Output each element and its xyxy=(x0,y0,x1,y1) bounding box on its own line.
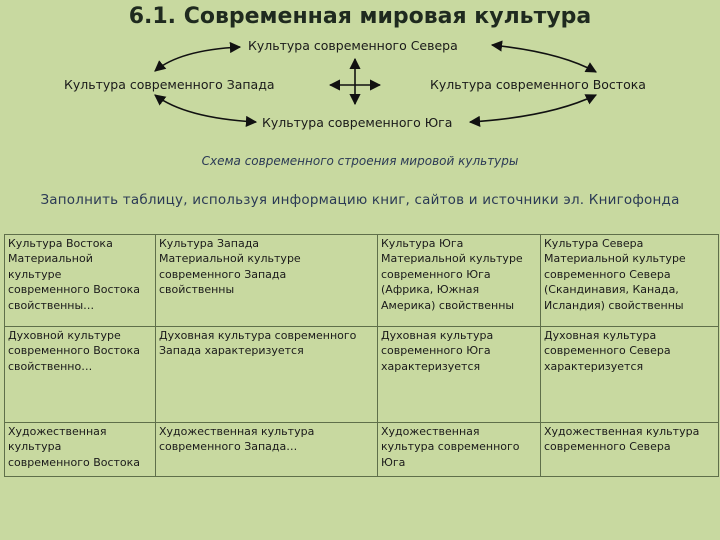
table-cell[interactable]: Духовная культура современного Севера характеризуется xyxy=(541,327,719,423)
culture-table xyxy=(4,234,719,477)
table-cell[interactable]: Культура Востока Материальной культуре современного Востока свойственны… xyxy=(5,235,156,327)
label-east: Культура современного Востока xyxy=(430,77,646,92)
table-row xyxy=(5,235,719,327)
table-cell[interactable]: Художественная культура современного Запада… xyxy=(156,423,378,477)
page-title: 6.1. Современная мировая культура xyxy=(128,4,592,29)
arrow-north-east xyxy=(492,45,596,72)
table-cell[interactable]: Духовной культуре современного Востока свойственно… xyxy=(5,327,156,423)
table-cell[interactable]: Культура Юга Материальной культуре современного Юга (Африка, Южная Америка) свойственны xyxy=(378,235,541,327)
diagram-arrows xyxy=(0,0,720,160)
table-row xyxy=(5,327,719,423)
table-cell[interactable]: Художественная культура современного Юга xyxy=(378,423,541,477)
table-cell[interactable]: Художественная культура современного Востока xyxy=(5,423,156,477)
table-cell[interactable]: Культура Севера Материальной культуре современного Севера (Скандинавия, Канада, Исландия) свойственны xyxy=(541,235,719,327)
table-cell[interactable]: Духовная культура современного Запада характеризуется xyxy=(156,327,378,423)
label-north: Культура современного Севера xyxy=(248,38,458,53)
diagram-caption: Схема современного строения мировой культуры xyxy=(201,154,519,168)
table-cell[interactable]: Художественная культура современного Севера xyxy=(541,423,719,477)
label-south: Культура современного Юга xyxy=(262,115,453,130)
table-row xyxy=(5,423,719,477)
label-west: Культура современного Запада xyxy=(64,77,275,92)
instruction-text: Заполнить таблицу, используя информацию книг, сайтов и источники эл. Книгофонда xyxy=(40,192,680,208)
arrow-south-west xyxy=(155,95,256,122)
arrow-north-west xyxy=(155,47,240,71)
arrow-south-east xyxy=(470,95,596,122)
table-cell[interactable]: Духовная культура современного Юга характеризуется xyxy=(378,327,541,423)
table-cell[interactable]: Культура Запада Материальной культуре современного Запада свойственны xyxy=(156,235,378,327)
